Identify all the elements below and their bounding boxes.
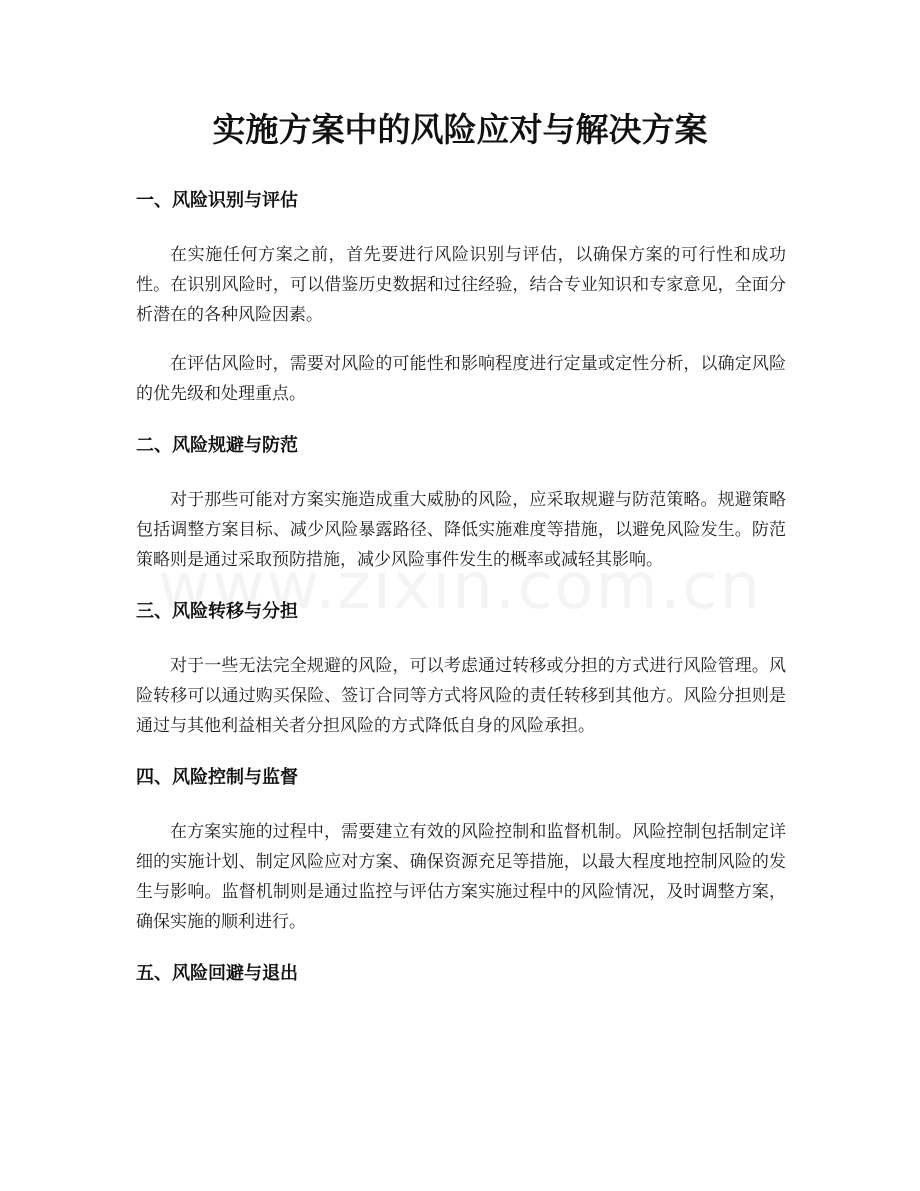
paragraph: 在评估风险时，需要对风险的可能性和影响程度进行定量或定性分析，以确定风险的优先级和处理重点。	[136, 354, 786, 404]
section-risk-control	[136, 763, 786, 937]
paragraph: 对于一些无法完全规避的风险，可以考虑通过转移或分担的方式进行风险管理。风险转移可以通过购买保险、签订合同等方式将风险的责任转移到其他方。风险分担则是通过与其他利益相关者分担风险的方式降低自身的风险承担。	[136, 656, 786, 736]
section-risk-exit	[136, 959, 786, 989]
paragraph: 对于那些可能对方案实施造成重大威胁的风险，应采取规避与防范策略。规避策略包括调整方案目标、减少风险暴露路径、降低实施难度等措施，以避免风险发生。防范策略则是通过采取预防措施，减少风险事件发生的概率或减轻其影响。	[136, 490, 786, 570]
document-body	[136, 186, 786, 1013]
section-heading: 二、风险规避与防范	[136, 435, 298, 456]
paragraph: 在方案实施的过程中，需要建立有效的风险控制和监督机制。风险控制包括制定详细的实施计划、制定风险应对方案、确保资源充足等措施，以最大程度地控制风险的发生与影响。监督机制则是通过监控与评估方案实施过程中的风险情况，及时调整方案，确保实施的顺利进行。	[136, 822, 786, 932]
page-title: 实施方案中的风险应对与解决方案	[212, 110, 708, 149]
paragraph: 在实施任何方案之前，首先要进行风险识别与评估，以确保方案的可行性和成功性。在识别风险时，可以借鉴历史数据和过往经验，结合专业知识和专家意见，全面分析潜在的各种风险因素。	[136, 245, 786, 325]
section-risk-identification	[136, 186, 786, 409]
section-risk-transfer	[136, 597, 786, 741]
section-heading: 一、风险识别与评估	[136, 190, 298, 211]
section-risk-avoidance	[136, 431, 786, 575]
section-heading: 四、风险控制与监督	[136, 767, 298, 788]
section-heading: 五、风险回避与退出	[136, 963, 298, 984]
section-heading: 三、风险转移与分担	[136, 601, 298, 622]
